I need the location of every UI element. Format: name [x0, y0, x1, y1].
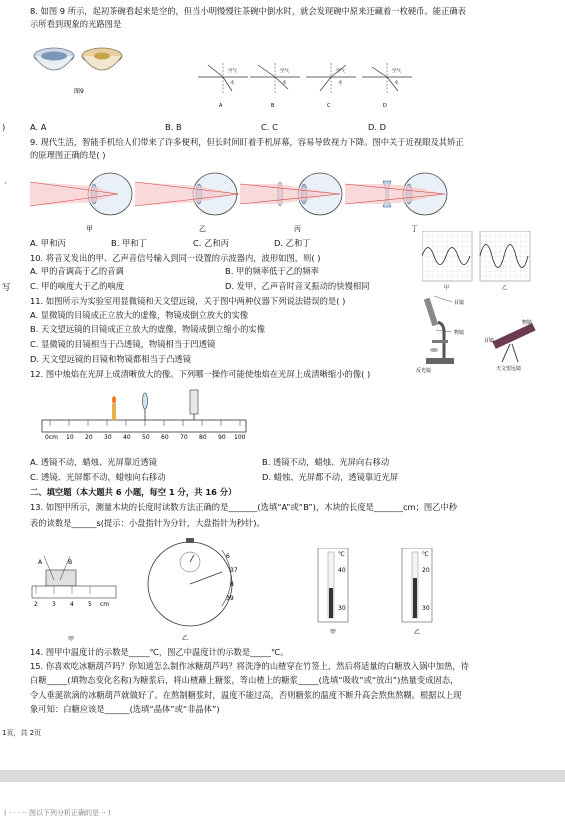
- eye-label-ding: 丁: [411, 225, 418, 233]
- svg-text:空气: 空气: [228, 69, 237, 74]
- q11-stem: 11. 如图所示为实验室用显微镜和天文望远镜，关于图中两种仪器下列说法错误的是( ): [30, 296, 346, 306]
- q11-option-d[interactable]: D. 天文望远镜的目镜和物镜都相当于凸透镜: [30, 354, 192, 364]
- candle: [112, 396, 116, 420]
- light-path-diagrams: [198, 63, 438, 109]
- svg-text:10: 10: [66, 434, 74, 441]
- margin-mark-xie: 写: [2, 282, 11, 292]
- svg-text:20: 20: [85, 434, 93, 441]
- q9-option-b[interactable]: B. 甲和丁: [111, 238, 147, 248]
- mercury-column-jia: [329, 588, 333, 618]
- q12-option-b[interactable]: B. 透镜不动，蜡烛、光屏向右移动: [262, 457, 390, 467]
- diagram-a-label: A: [219, 103, 223, 109]
- margin-mark-paren: ): [2, 122, 6, 132]
- q8-option-a[interactable]: A. A: [30, 122, 47, 132]
- q11-option-a[interactable]: A. 显微镜的目镜成正立放大的虚像，物镜成倒立放大的实像: [30, 310, 249, 320]
- eye-diagram-jia: [30, 173, 132, 233]
- q11-option-b[interactable]: B. 天文望远镜的目镜成正立放大的虚像，物镜成倒立缩小的实像: [30, 324, 265, 334]
- q10-option-b[interactable]: B. 甲的频率低于乙的频率: [225, 266, 319, 276]
- oscilloscope-waves: [422, 231, 534, 291]
- eye-label-jia: 甲: [86, 225, 93, 233]
- svg-text:cm: cm: [100, 601, 110, 608]
- q9-option-d[interactable]: D. 乙和丁: [274, 238, 311, 248]
- label-eyepiece: 目镜: [454, 300, 465, 306]
- svg-text:30: 30: [422, 605, 430, 612]
- q12-option-a[interactable]: A. 透镜不动，蜡烛、光屏靠近透镜: [30, 457, 157, 467]
- diagram-b: [250, 63, 300, 109]
- q9-option-c[interactable]: C. 乙和丙: [193, 238, 229, 248]
- q8-option-b[interactable]: B. B: [165, 122, 182, 132]
- eye-diagram-bing: [240, 173, 342, 233]
- svg-text:5: 5: [88, 601, 92, 608]
- svg-text:30: 30: [104, 434, 112, 441]
- q8-stem-line1: 8. 如图 9 所示，起初茶碗看起来是空的，但当小明慢慢往茶碗中倒水时，就会发现碗中原来还藏着一枚硬币。能正确表: [30, 6, 466, 16]
- svg-text:70: 70: [180, 434, 188, 441]
- svg-text:水: 水: [282, 81, 287, 86]
- svg-text:80: 80: [199, 434, 207, 441]
- svg-text:℃: ℃: [338, 551, 345, 558]
- svg-text:40: 40: [123, 434, 131, 441]
- q9-stem-line1: 9. 现代生活，智能手机给人们带来了许多便利，但长时间盯着手机屏幕，容易导致视力下降。图中关于近视眼及其矫正: [30, 137, 464, 147]
- thermometers-figure: [310, 548, 444, 640]
- q10-option-a[interactable]: A. 甲的音调高于乙的音调: [30, 266, 124, 276]
- diagram-d-label: D: [383, 103, 387, 109]
- label-objective-telescope: 物镜: [522, 320, 533, 326]
- svg-text:℃: ℃: [422, 551, 429, 558]
- page-gap-bar: [0, 770, 565, 782]
- svg-text:空气: 空气: [280, 69, 289, 74]
- label-objective: 物镜: [454, 330, 465, 336]
- q9-option-a[interactable]: A. 甲和丙: [30, 238, 66, 248]
- q15-line3: 令人垂涎欲滴的冰糖葫芦就做好了。在熬制糖浆时，温度不能过高，否则糖浆的温度不断升高会熬焦熬糊。根据以上现: [30, 690, 462, 700]
- q12-option-d[interactable]: D. 蜡烛、光屏都不动，透镜靠近光屏: [262, 472, 399, 482]
- tea-bowl-figure: [30, 36, 140, 96]
- eye-diagram-yi: [135, 173, 239, 233]
- q15-line2: 白糖_____(填物态变化名称)为糖浆后，将山楂蘸上糖浆，等山楂上的糖浆_____(选填“吸收”或“放出”)热量变成固态，: [30, 675, 459, 685]
- q9-stem-line2: 的原理图正确的是( ): [30, 150, 106, 160]
- label-telescope: 天文望远镜: [496, 366, 522, 372]
- q12-option-c[interactable]: C. 透镜、光屏都不动，蜡烛向右移动: [30, 472, 166, 482]
- optical-bench-figure: [40, 384, 252, 446]
- next-page: [0, 782, 565, 820]
- svg-text:40: 40: [338, 567, 346, 574]
- therm-label-jia: 甲: [330, 629, 337, 636]
- svg-text:20: 20: [422, 567, 430, 574]
- svg-text:6: 6: [226, 553, 230, 560]
- svg-text:2: 2: [34, 601, 38, 608]
- ruler-reading-figure: [30, 556, 120, 646]
- microscope-telescope-figure: [414, 290, 554, 376]
- reading-a-label: A: [38, 559, 43, 566]
- label-jia: 甲: [68, 636, 75, 643]
- telescope: [484, 319, 536, 372]
- wave-label-yi: 乙: [502, 285, 508, 291]
- eye-diagram-ding: [345, 173, 447, 233]
- svg-text:3: 3: [52, 601, 56, 608]
- bench-tick-labels: [45, 434, 246, 441]
- svg-text:30: 30: [338, 605, 346, 612]
- svg-text:39: 39: [226, 595, 234, 602]
- convex-lens: [143, 393, 148, 420]
- q12-stem: 12. 图中烛焰在光屏上成清晰放大的像。下列哪一操作可能使烛焰在光屏上成清晰缩小的像( ): [30, 369, 371, 379]
- svg-text:空气: 空气: [392, 69, 401, 74]
- q8-option-d[interactable]: D. D: [368, 122, 387, 132]
- page-footer: 1页，共 2页: [2, 729, 42, 737]
- q15-line4: 象可知：白糖应该是______(选填“晶体”或“非晶体”): [30, 704, 220, 714]
- diagram-a: [198, 63, 248, 109]
- wave-panel-yi: [480, 231, 530, 291]
- label-reflector: 反光镜: [416, 368, 432, 374]
- eye-diagrams: [30, 166, 470, 234]
- q13-line2: 表的读数是______s(提示：小盘指针为分针，大盘指针为秒针)。: [30, 518, 265, 528]
- svg-text:空气: 空气: [336, 69, 345, 74]
- next-page-hint: ( · · · ·· 图以下列分析正确的是 ·· ): [4, 809, 111, 817]
- svg-text:90: 90: [218, 434, 226, 441]
- svg-text:水: 水: [230, 81, 235, 86]
- q10-option-c[interactable]: C. 甲的响度大于乙的响度: [30, 281, 125, 291]
- margin-mark-dot: ·: [4, 178, 7, 188]
- svg-text:水: 水: [338, 81, 343, 86]
- diagram-c-label: C: [327, 103, 331, 109]
- microscope: [416, 296, 464, 374]
- wave-label-jia: 甲: [444, 285, 450, 291]
- diagram-d: [362, 63, 412, 109]
- q13-line1: 13. 如图甲所示，测量木块的长度时读数方法正确的是_______(选填“A”或“B”)，木块的长度是_______cm；图乙中秒: [30, 502, 458, 512]
- section-fill-in-title: 二、填空题（本大题共 6 小题，每空 1 分，共 16 分）: [30, 487, 237, 497]
- thermometer-jia: [318, 548, 348, 636]
- svg-text:水: 水: [394, 81, 399, 86]
- q8-option-c[interactable]: C. C: [261, 122, 278, 132]
- q10-stem: 10. 将音叉发出的甲、乙声音信号输入到同一设置的示波器内，波形如图，则( ): [30, 253, 321, 263]
- thermometer-yi: [402, 548, 432, 636]
- mercury-column-yi: [413, 578, 417, 618]
- fig9-caption: 图9: [74, 88, 84, 95]
- light-screen: [190, 390, 198, 420]
- stopwatch-scale-zoom: [210, 548, 250, 608]
- svg-text:50: 50: [142, 434, 150, 441]
- label-yi: 乙: [182, 635, 189, 642]
- q11-option-c[interactable]: C. 显微镜的目镜相当于凸透镜，物镜相当于凹透镜: [30, 339, 216, 349]
- q10-option-d[interactable]: D. 发甲、乙声音时音叉振动的快慢相同: [225, 281, 370, 291]
- diagram-b-label: B: [271, 103, 275, 109]
- eye-label-yi: 乙: [199, 225, 206, 233]
- q14-line: 14. 图甲中温度计的示数是_____℃，图乙中温度计的示数是_____℃。: [30, 647, 289, 657]
- svg-text:100: 100: [234, 434, 246, 441]
- svg-text:8: 8: [230, 581, 234, 588]
- svg-text:0cm: 0cm: [45, 434, 58, 441]
- label-eyepiece-telescope: 目镜: [484, 338, 495, 344]
- svg-text:37: 37: [230, 567, 238, 574]
- wave-panel-jia: [422, 231, 472, 291]
- q15-line1: 15. 你喜欢吃冰糖葫芦吗？你知道怎么制作冰糖葫芦吗？将洗净的山楂穿在竹签上，然后将适量的白糖放入锅中加热，待: [30, 661, 469, 671]
- ruler: [32, 586, 116, 598]
- eye-label-bing: 丙: [294, 225, 301, 233]
- svg-text:60: 60: [161, 434, 169, 441]
- diagram-c: [306, 63, 356, 109]
- svg-text:4: 4: [70, 601, 74, 608]
- q8-stem-line2: 示所看到现象的光路图是: [30, 19, 122, 29]
- reading-b-label: B: [68, 559, 73, 566]
- therm-label-yi: 乙: [414, 629, 421, 636]
